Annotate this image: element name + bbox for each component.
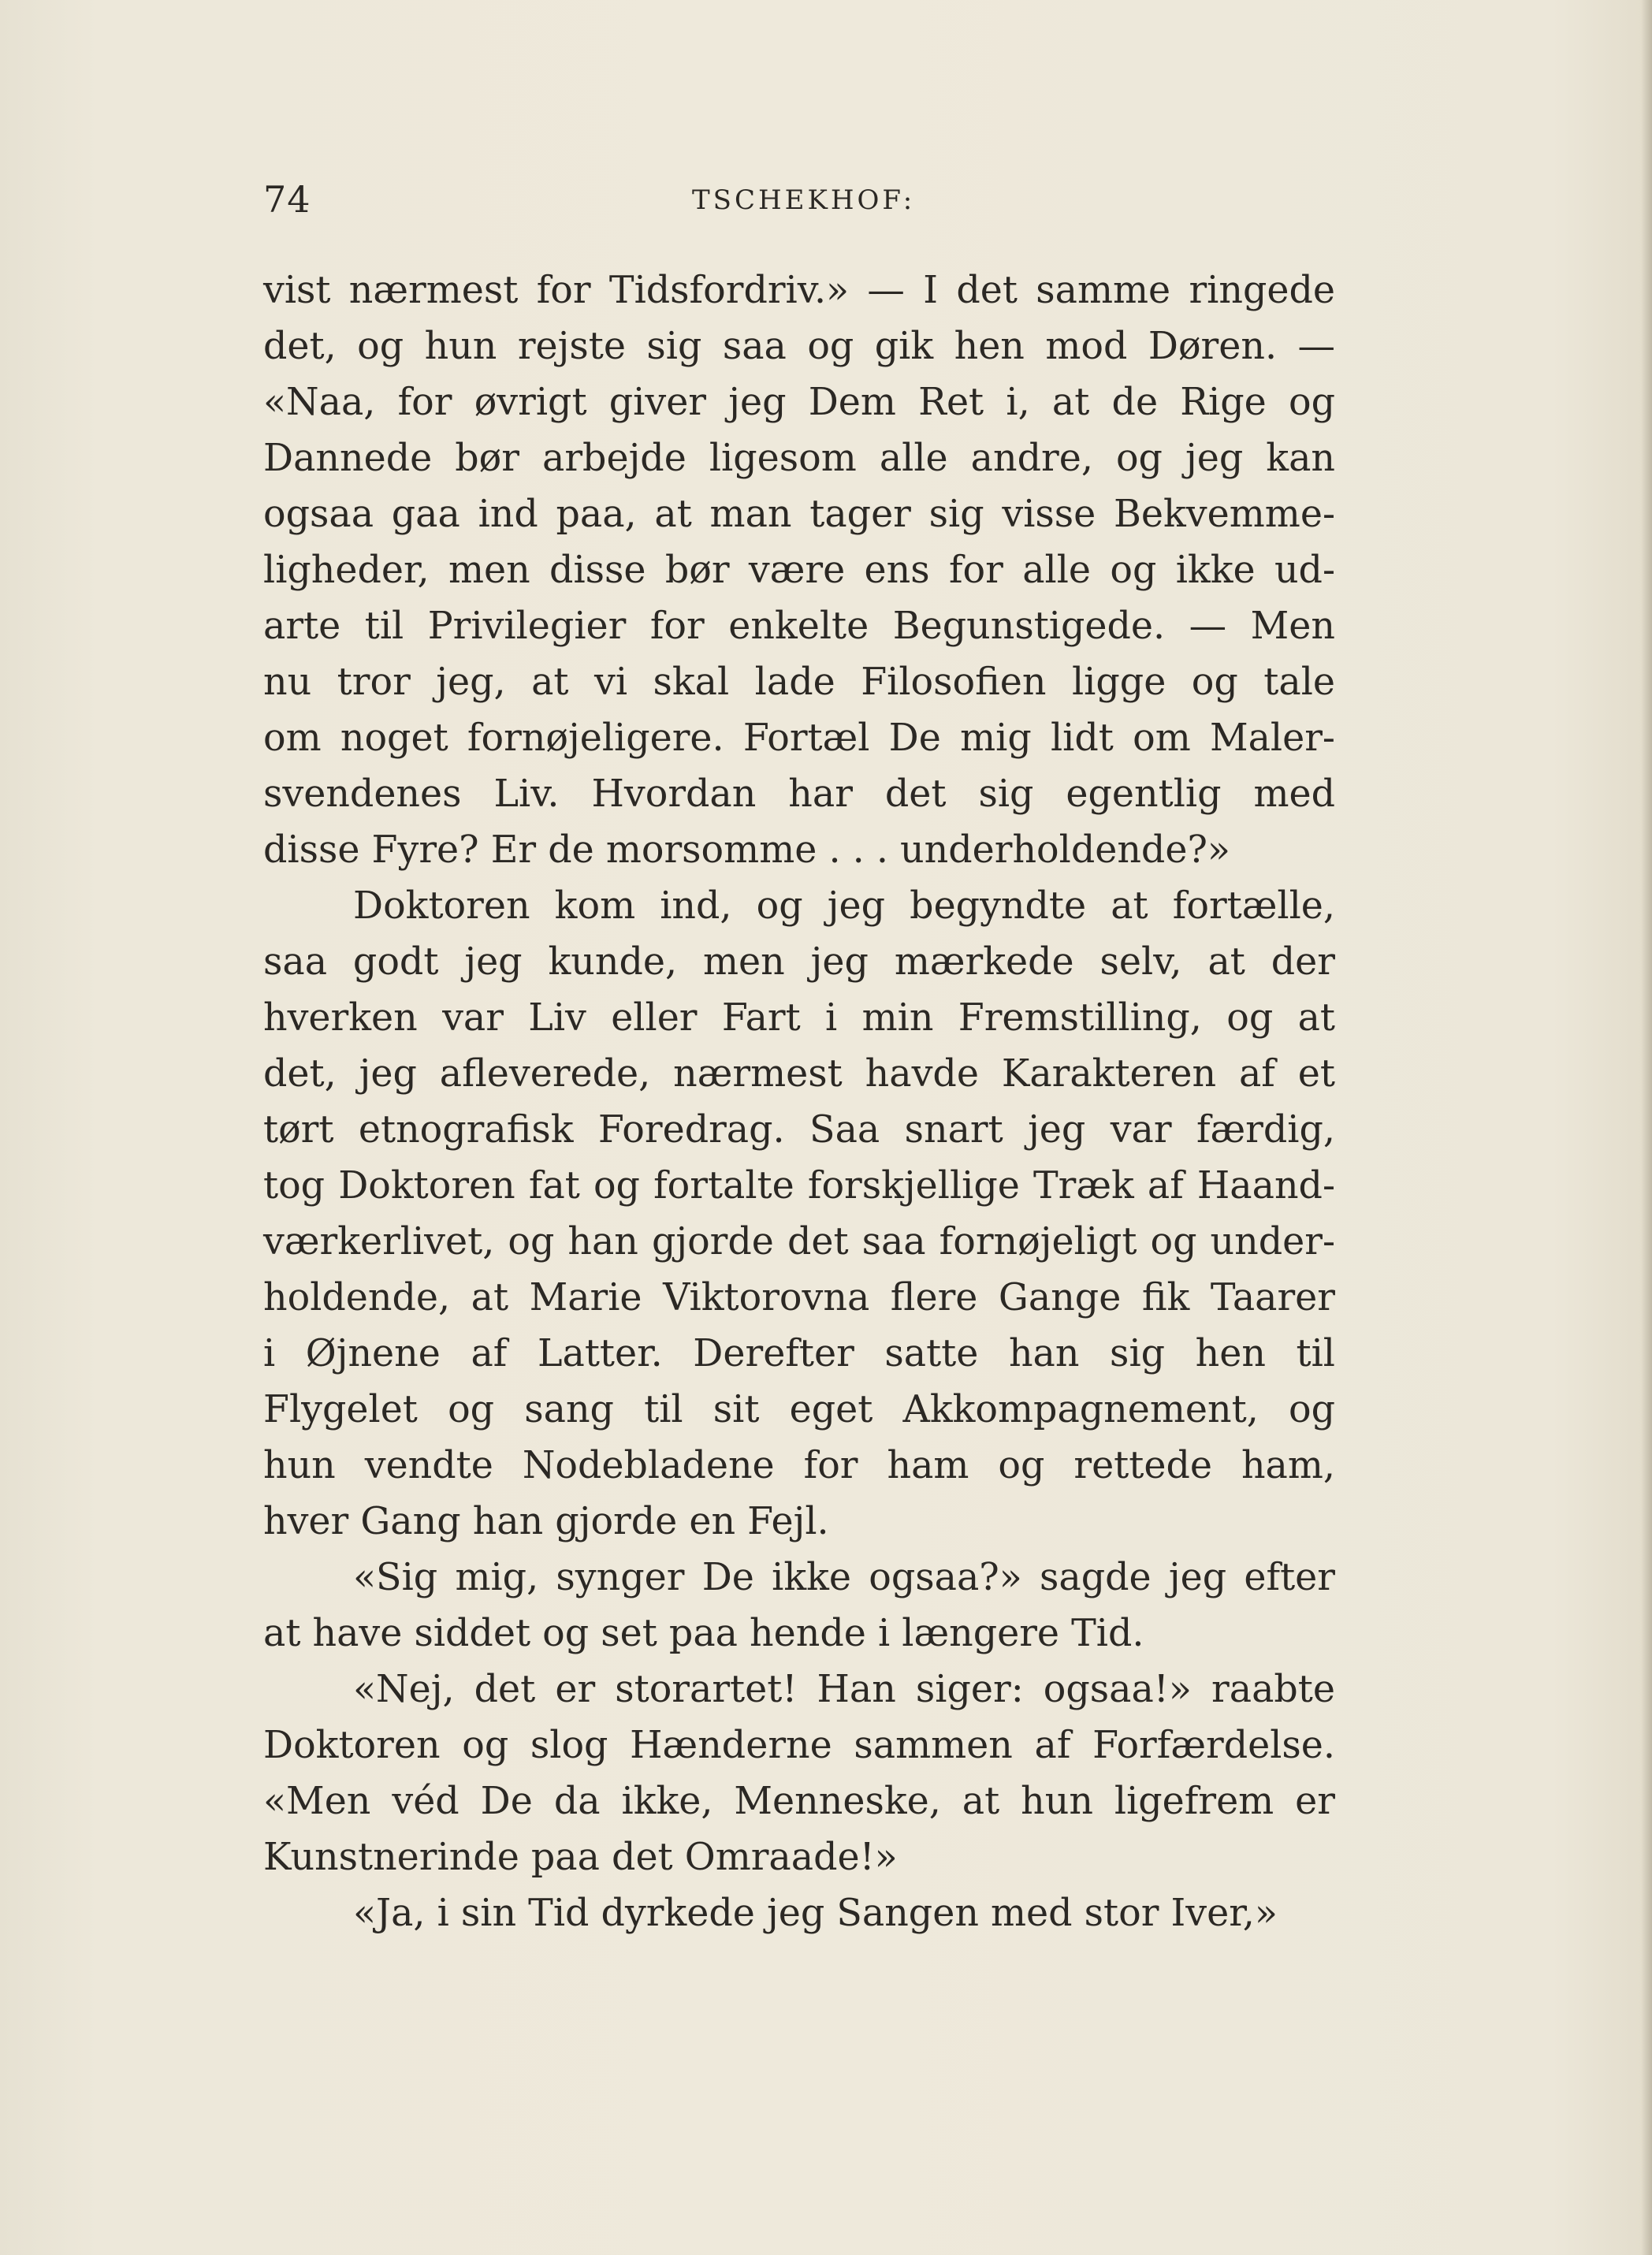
text-line: det, jeg afleverede, nærmest havde Karakteren af et <box>263 1052 1335 1096</box>
text-line: i Øjnene af Latter. Derefter satte han sig hen til <box>263 1332 1335 1375</box>
text-line: nu tror jeg, at vi skal lade Filosofien ligge og tale <box>263 660 1335 704</box>
text-line: hver Gang han gjorde en Fejl. <box>263 1500 829 1543</box>
text-line: disse Fyre? Er de morsomme . . . underholdende?» <box>263 828 1230 872</box>
page-edge-shadow <box>1641 0 1652 2255</box>
text-line: holdende, at Marie Viktorovna flere Gange fik Taarer <box>263 1276 1335 1319</box>
text-line: at have siddet og set paa hende i længere Tid. <box>263 1612 1144 1655</box>
text-line: «Naa, for øvrigt giver jeg Dem Ret i, at de Rige og <box>263 381 1335 424</box>
text-line: Dannede bør arbejde ligesom alle andre, og jeg kan <box>263 437 1335 480</box>
body-text <box>263 262 1335 1941</box>
text-line: ligheder, men disse bør være ens for alle og ikke ud- <box>263 549 1335 592</box>
text-line: Flygelet og sang til sit eget Akkompagnement, og <box>263 1388 1335 1431</box>
text-line: værkerlivet, og han gjorde det saa fornøjeligt og under- <box>263 1220 1335 1263</box>
text-line: ogsaa gaa ind paa, at man tager sig visse Bekvemme- <box>263 493 1335 536</box>
running-head: TSCHEKHOF: <box>692 184 916 216</box>
text-line: hun vendte Nodebladene for ham og rettede ham, <box>263 1444 1335 1487</box>
text-line: Doktoren kom ind, og jeg begyndte at fortælle, <box>353 884 1335 928</box>
page-header <box>263 172 1335 227</box>
text-line: hverken var Liv eller Fart i min Fremstilling, og at <box>263 996 1335 1040</box>
text-line: tørt etnografisk Foredrag. Saa snart jeg var færdig, <box>263 1108 1335 1152</box>
text-line: tog Doktoren fat og fortalte forskjellige Træk af Haand- <box>263 1164 1335 1208</box>
text-line: «Nej, det er storartet! Han siger: ogsaa!» raabte <box>353 1668 1335 1711</box>
text-line: om noget fornøjeligere. Fortæl De mig lidt om Maler- <box>263 716 1335 760</box>
text-line: vist nærmest for Tidsfordriv.» — I det samme ringede <box>263 269 1335 312</box>
text-line: arte til Privilegier for enkelte Begunstigede. — Men <box>263 605 1335 648</box>
text-line: saa godt jeg kunde, men jeg mærkede selv, at der <box>263 940 1335 984</box>
text-line: svendenes Liv. Hvordan har det sig egentlig med <box>263 772 1335 816</box>
text-line: det, og hun rejste sig saa og gik hen mod Døren. — <box>263 325 1335 368</box>
text-line: «Men véd De da ikke, Menneske, at hun ligefrem er <box>263 1780 1335 1823</box>
text-line: «Ja, i sin Tid dyrkede jeg Sangen med stor Iver,» <box>353 1892 1278 1935</box>
text-line: Kunstnerinde paa det Omraade!» <box>263 1836 898 1879</box>
text-line: «Sig mig, synger De ikke ogsaa?» sagde jeg efter <box>353 1556 1335 1599</box>
page-number: 74 <box>263 178 311 221</box>
text-line: Doktoren og slog Hænderne sammen af Forfærdelse. <box>263 1724 1335 1767</box>
